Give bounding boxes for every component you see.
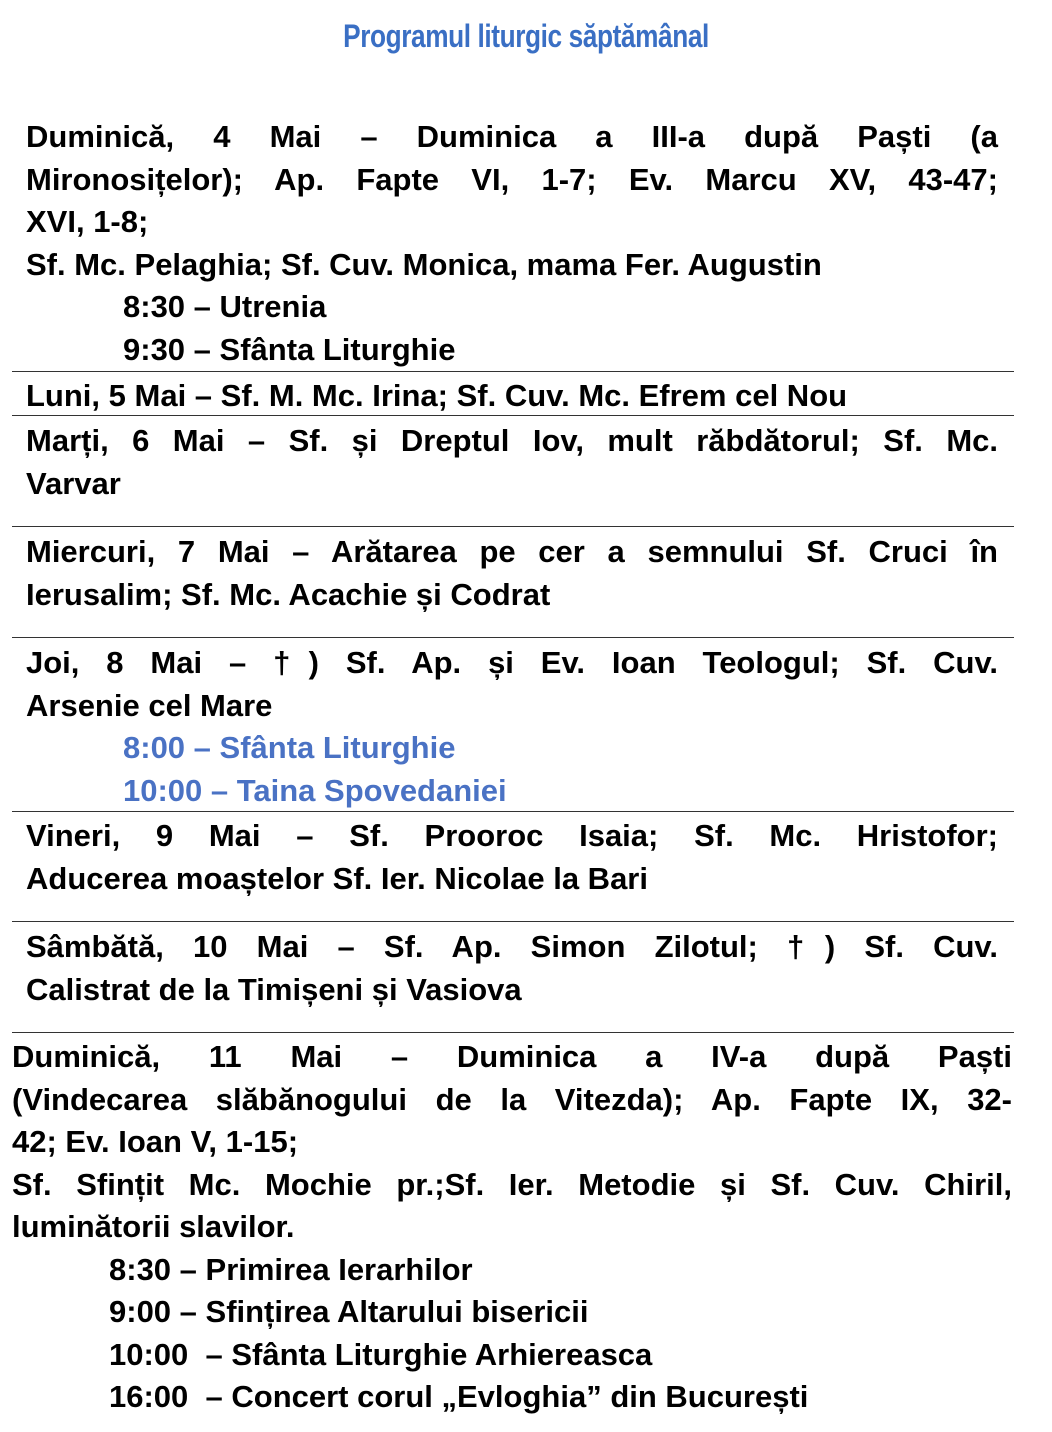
day-text-line: Sâmbătă, 10 Mai – Sf. Ap. Simon Zilotul; †) Sf. Cuv. [26, 929, 998, 964]
day-text-line: Ierusalim; Sf. Mc. Acachie și Codrat [26, 576, 551, 612]
service-time: 9:30 – Sfânta Liturghie [123, 331, 456, 367]
day-entry-tuesday-6-may [26, 420, 998, 505]
divider [12, 371, 1014, 372]
day-text-line: Joi, 8 Mai – †) Sf. Ap. și Ev. Ioan Teologul; Sf. Cuv. [26, 645, 998, 680]
day-text-line: 42; Ev. Ioan V, 1-15; [12, 1124, 299, 1159]
service-time: 8:30 – Utrenia [123, 289, 327, 324]
divider [12, 1032, 1014, 1033]
day-entry-thursday-8-may [26, 642, 998, 812]
service-time: 16:00 – Concert corul „Evloghia” din București [109, 1379, 809, 1414]
service-time: 10:00 – Taina Spovedaniei [123, 772, 507, 808]
page-title: Programul liturgic săptămânal [343, 18, 709, 54]
service-time: 8:30 – Primirea Ierarhilor [109, 1251, 473, 1287]
divider [12, 526, 1014, 527]
day-text-line: XVI, 1-8; [26, 204, 149, 239]
day-text-line: Miercuri, 7 Mai – Arătarea pe cer a semnului Sf. Cruci în [26, 534, 998, 569]
day-entry-saturday-10-may [26, 926, 998, 1011]
divider [12, 921, 1014, 922]
divider [12, 415, 1014, 416]
divider [12, 637, 1014, 638]
day-text-line: Duminică, 4 Mai – Duminica a III-a după Paști (a [26, 119, 998, 154]
service-time: 10:00 – Sfânta Liturghie Arhiereasca [109, 1336, 653, 1372]
day-entry-monday-5-may [26, 375, 998, 418]
day-text-line: Luni, 5 Mai – Sf. M. Mc. Irina; Sf. Cuv. Mc. Efrem cel Nou [26, 378, 848, 413]
day-entry-wednesday-7-may [26, 531, 998, 616]
day-text-line: Marți, 6 Mai – Sf. și Dreptul Iov, mult răbdătorul; Sf. Mc. [26, 423, 998, 458]
day-text-line: Mironosițelor); Ap. Fapte VI, 1-7; Ev. Marcu XV, 43-47; [26, 161, 998, 197]
day-text-line: Vineri, 9 Mai – Sf. Prooroc Isaia; Sf. Mc. Hristofor; [26, 818, 998, 853]
day-text-line: Arsenie cel Mare [26, 687, 273, 723]
day-text-line: Sf. Mc. Pelaghia; Sf. Cuv. Monica, mama Fer. Augustin [26, 246, 822, 282]
service-time: 9:00 – Sfințirea Altarului bisericii [109, 1294, 589, 1329]
day-text-line: luminătorii slavilor. [12, 1209, 295, 1244]
day-text-line: Duminică, 11 Mai – Duminica a IV-a după Paști [12, 1039, 1012, 1074]
day-entry-friday-9-may [26, 815, 998, 900]
day-entry-sunday-4-may [26, 116, 998, 371]
day-text-line: Aducerea moaștelor Sf. Ier. Nicolae la Bari [26, 860, 648, 896]
day-text-line: Varvar [26, 465, 121, 501]
day-text-line: Sf. Sfințit Mc. Mochie pr.;Sf. Ier. Metodie și Sf. Cuv. Chiril, [12, 1166, 1012, 1202]
day-text-line: (Vindecarea slăbănogului de la Vitezda); Ap. Fapte IX, 32- [12, 1081, 1012, 1117]
day-entry-sunday-11-may [12, 1036, 1012, 1419]
day-text-line: Calistrat de la Timișeni și Vasiova [26, 971, 522, 1007]
divider [12, 811, 1014, 812]
service-time: 8:00 – Sfânta Liturghie [123, 730, 456, 765]
